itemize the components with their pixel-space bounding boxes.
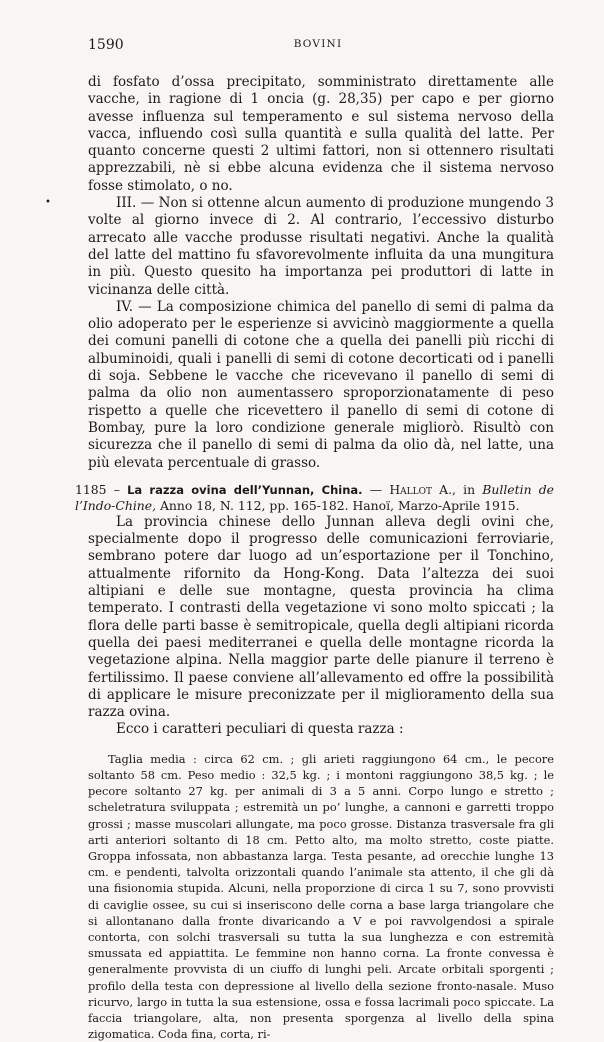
entry-title: La razza ovina dell’Yunnan, China. xyxy=(127,482,363,497)
entry-dash: — xyxy=(369,481,383,497)
page-header xyxy=(88,37,548,55)
running-title: BOVINI xyxy=(293,38,343,50)
margin-dot: • xyxy=(45,197,51,208)
entry-author: Hallot A., xyxy=(389,481,456,497)
paragraph: Ecco i caratteri peculiari di questa razza : xyxy=(116,721,404,738)
entry-citation: Anno 18, N. 112, pp. 165-182. Hanoï, Marzo-Aprile 1915. xyxy=(159,497,520,513)
entry-number: 1185 – xyxy=(75,481,120,497)
page-number: 1590 xyxy=(88,37,124,53)
small-print-block xyxy=(88,751,554,1042)
paragraph: III. — Non si ottenne alcun aumento di produzione mungendo 3 volte al giorno invece di 2. Al contrario, l’eccessivo disturbo arrecato alle vacche produsse risultati negativi. Anche la qualità del latte del mattino fu sfavorevolmente influita da una mungitura in più. Questo quesito ha importanza pei produttori di latte in vicinanza delle città. xyxy=(88,195,554,298)
paragraph: La provincia chinese dello Junnan alleva degli ovini che, specialmente dopo il progresso delle comunicazioni ferroviarie, sembrano potere dar luogo ad un’esportazione per il Tonchino, attualmente rifornito da Hong-Kong. Data l’altezza dei suoi altipiani e delle sue montagne, questa provincia ha clima temperato. I contrasti della vegetazione vi sono molto spiccati ; la flora delle parti basse è semitropicale, quella degli altipiani ricorda quella dei paesi mediterranei e quella delle montagne ricorda la vegetazione alpina. Nella maggior parte delle pianure il terreno è fertilissimo. Il paese conviene all’allevamento ed offre la possibilità di applicare le misure preconizzate per il miglioramento della sua razza ovina. xyxy=(88,513,554,721)
main-text xyxy=(75,74,554,1042)
paragraph: di fosfato d’ossa precipitato, somministrato direttamente alle vacche, in ragione di 1 oncia (g. 28,35) per capo e per giorno avesse influenza sul temperamento e sul sistema nervoso della vacca, influendo così sulla quantità e sulla qualità del latte. Per quanto concerne questi 2 ultimi fattori, non si ottennero risultati apprezzabili, nè si ebbe alcuna evidenza che il sistema nervoso fosse stimolato, o no. xyxy=(88,74,554,194)
paragraph: Taglia media : circa 62 cm. ; gli arieti raggiungono 64 cm., le pecore soltanto 58 cm. Peso medio : 32,5 kg. ; i montoni raggiungono 38,5 kg. ; le pecore soltanto 27 kg. per animali di 3 a 5 anni. Corpo lungo e stretto ; scheletratura sviluppata ; estremità un po’ lunghe, a cannoni e garretti troppo grossi ; masse muscolari allungate, ma poco grosse. Distanza trasversale fra gli arti anteriori soltanto di 18 cm. Petto alto, ma molto stretto, coste piatte. Groppa infossata, non abbastanza larga. Testa pesante, ad orecchie lunghe 13 cm. e pendenti, talvolta orizzontali quando l’animale sta attento, il che gli dà una fisionomia stupida. Alcuni, nella proporzione di circa 1 su 7, sono provvisti di caviglie ossee, su cui si inseriscono delle corna a base larga triangolare che si allontanano dalla fronte divaricando a V e poi ravvolgendosi a spirale contorta, con solchi trasversali su tutta la sua lunghezza e con estremità smussata ed appiattita. Le femmine non hanno corna. La fronte convessa è generalmente provvista di un ciuffo di lunghi peli. Arcate orbitali sporgenti ; profilo della testa con depressione al livello della sezione fronto-nasale. Muso ricurvo, largo in tutta la sua estensione, ossa e fossa lacrimali poco spiccate. La faccia triangolare, alta, non presenta sporgenza al livello della spina zigomatica. Coda fina, corta, ri- xyxy=(88,751,554,1042)
paragraph: IV. — La composizione chimica del panello di semi di palma da olio adoperato per le esperienze si avvicinò maggiormente a quella dei comuni panelli di cotone che a quella dei panelli più ricchi di albuminoidi, quali i panelli di semi di cotone decorticati od i panelli di soja. Sebbene le vacche che ricevevano il panello di semi di palma da olio non aumentassero sproporzionatamente di peso rispetto a quelle che ricevettero il panello di semi di cotone di Bombay, pure la loro condizione generale migliorò. Risultò con sicurezza che il panello di semi di palma da olio dà, nel latte, una più elevata percentuale di grasso. xyxy=(88,298,554,471)
entry-journal: Bulletin de l’Indo-Chine, xyxy=(75,481,554,513)
entry-in: in xyxy=(463,481,476,497)
bibliographic-entry xyxy=(75,482,554,514)
